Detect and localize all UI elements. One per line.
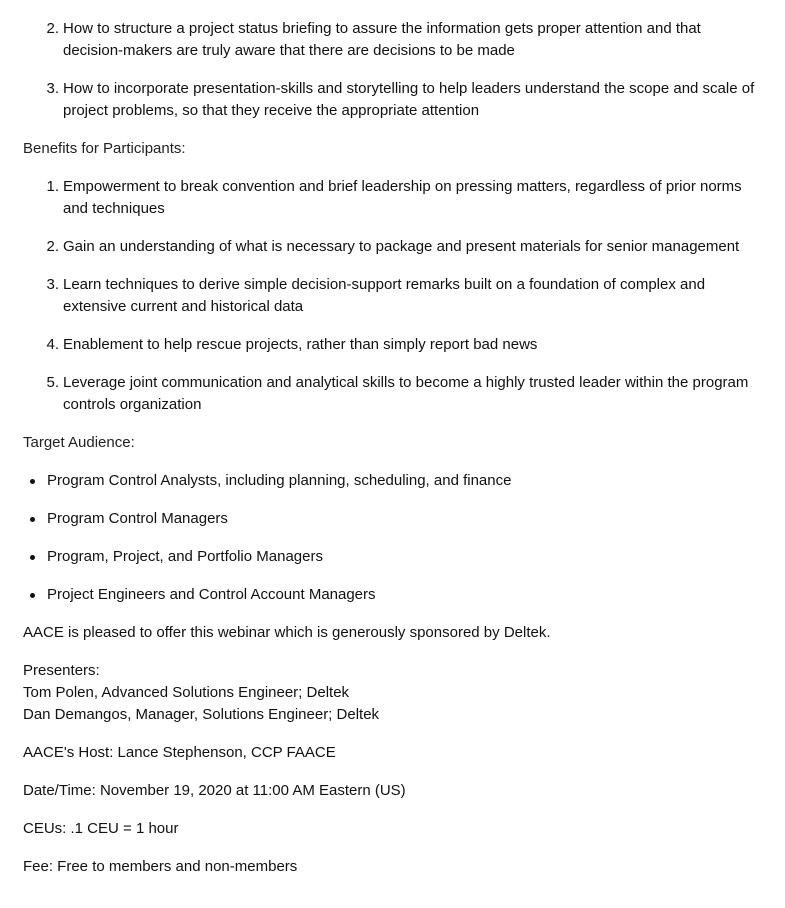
bullet-icon: [30, 517, 35, 522]
list-item: [23, 274, 763, 318]
list-item: [23, 546, 763, 568]
benefits-heading: Benefits for Participants:: [23, 140, 186, 157]
list-number: 4.: [46, 336, 59, 353]
audience-list: [23, 470, 763, 606]
list-number: 2.: [46, 20, 59, 37]
list-item-text: Learn techniques to derive simple decision-support remarks built on a foundation of complex and extensive current and historical data: [63, 276, 706, 315]
list-item-text: Gain an understanding of what is necessary to package and present materials for senior management: [63, 238, 740, 255]
list-item-text: Leverage joint communication and analytical skills to become a highly trusted leader within the program controls organization: [63, 374, 749, 413]
benefits-list: [23, 176, 763, 416]
ceus-text: CEUs: .1 CEU = 1 hour: [23, 820, 179, 837]
list-item: [23, 334, 763, 356]
document-body: [23, 18, 763, 894]
list-item: [23, 176, 763, 220]
list-item-text: Program Control Managers: [47, 510, 228, 527]
list-item: [23, 372, 763, 416]
presenter-name: Dan Demangos, Manager, Solutions Engineer; Deltek: [23, 706, 380, 723]
list-item: [23, 584, 763, 606]
list-item-text: Empowerment to break convention and brief leadership on pressing matters, regardless of prior norms and techniques: [63, 178, 742, 217]
list-item: [23, 236, 763, 258]
list-number: 5.: [46, 374, 59, 391]
list-item-text: Program, Project, and Portfolio Managers: [47, 548, 323, 565]
fee-text: Fee: Free to members and non-members: [23, 858, 298, 875]
sponsor-text: AACE is pleased to offer this webinar which is generously sponsored by Deltek.: [23, 624, 551, 641]
list-item-text: Enablement to help rescue projects, rather than simply report bad news: [63, 336, 538, 353]
list-number: 2.: [46, 238, 59, 255]
datetime-text: Date/Time: November 19, 2020 at 11:00 AM Eastern (US): [23, 782, 406, 799]
bullet-icon: [30, 555, 35, 560]
list-number: 3.: [46, 276, 59, 293]
presenters-block: [23, 660, 763, 726]
list-item: [23, 18, 763, 62]
host-text: AACE's Host: Lance Stephenson, CCP FAACE: [23, 744, 336, 761]
presenter-name: Tom Polen, Advanced Solutions Engineer; Deltek: [23, 684, 350, 701]
audience-heading: Target Audience:: [23, 434, 135, 451]
list-item: [23, 470, 763, 492]
list-number: 1.: [46, 178, 59, 195]
list-item-text: How to incorporate presentation-skills and storytelling to help leaders understand the scope and scale of project problems, so that they receive the appropriate attention: [63, 80, 755, 119]
list-item: [23, 78, 763, 122]
bullet-icon: [30, 593, 35, 598]
questions-list: [23, 18, 763, 122]
presenters-heading: Presenters:: [23, 662, 100, 679]
bullet-icon: [30, 479, 35, 484]
list-item: [23, 508, 763, 530]
list-number: 3.: [46, 80, 59, 97]
list-item-text: How to structure a project status briefing to assure the information gets proper attention and that decision-makers are truly aware that there are decisions to be made: [63, 20, 701, 59]
list-item-text: Program Control Analysts, including planning, scheduling, and finance: [47, 472, 512, 489]
list-item-text: Project Engineers and Control Account Managers: [47, 586, 376, 603]
